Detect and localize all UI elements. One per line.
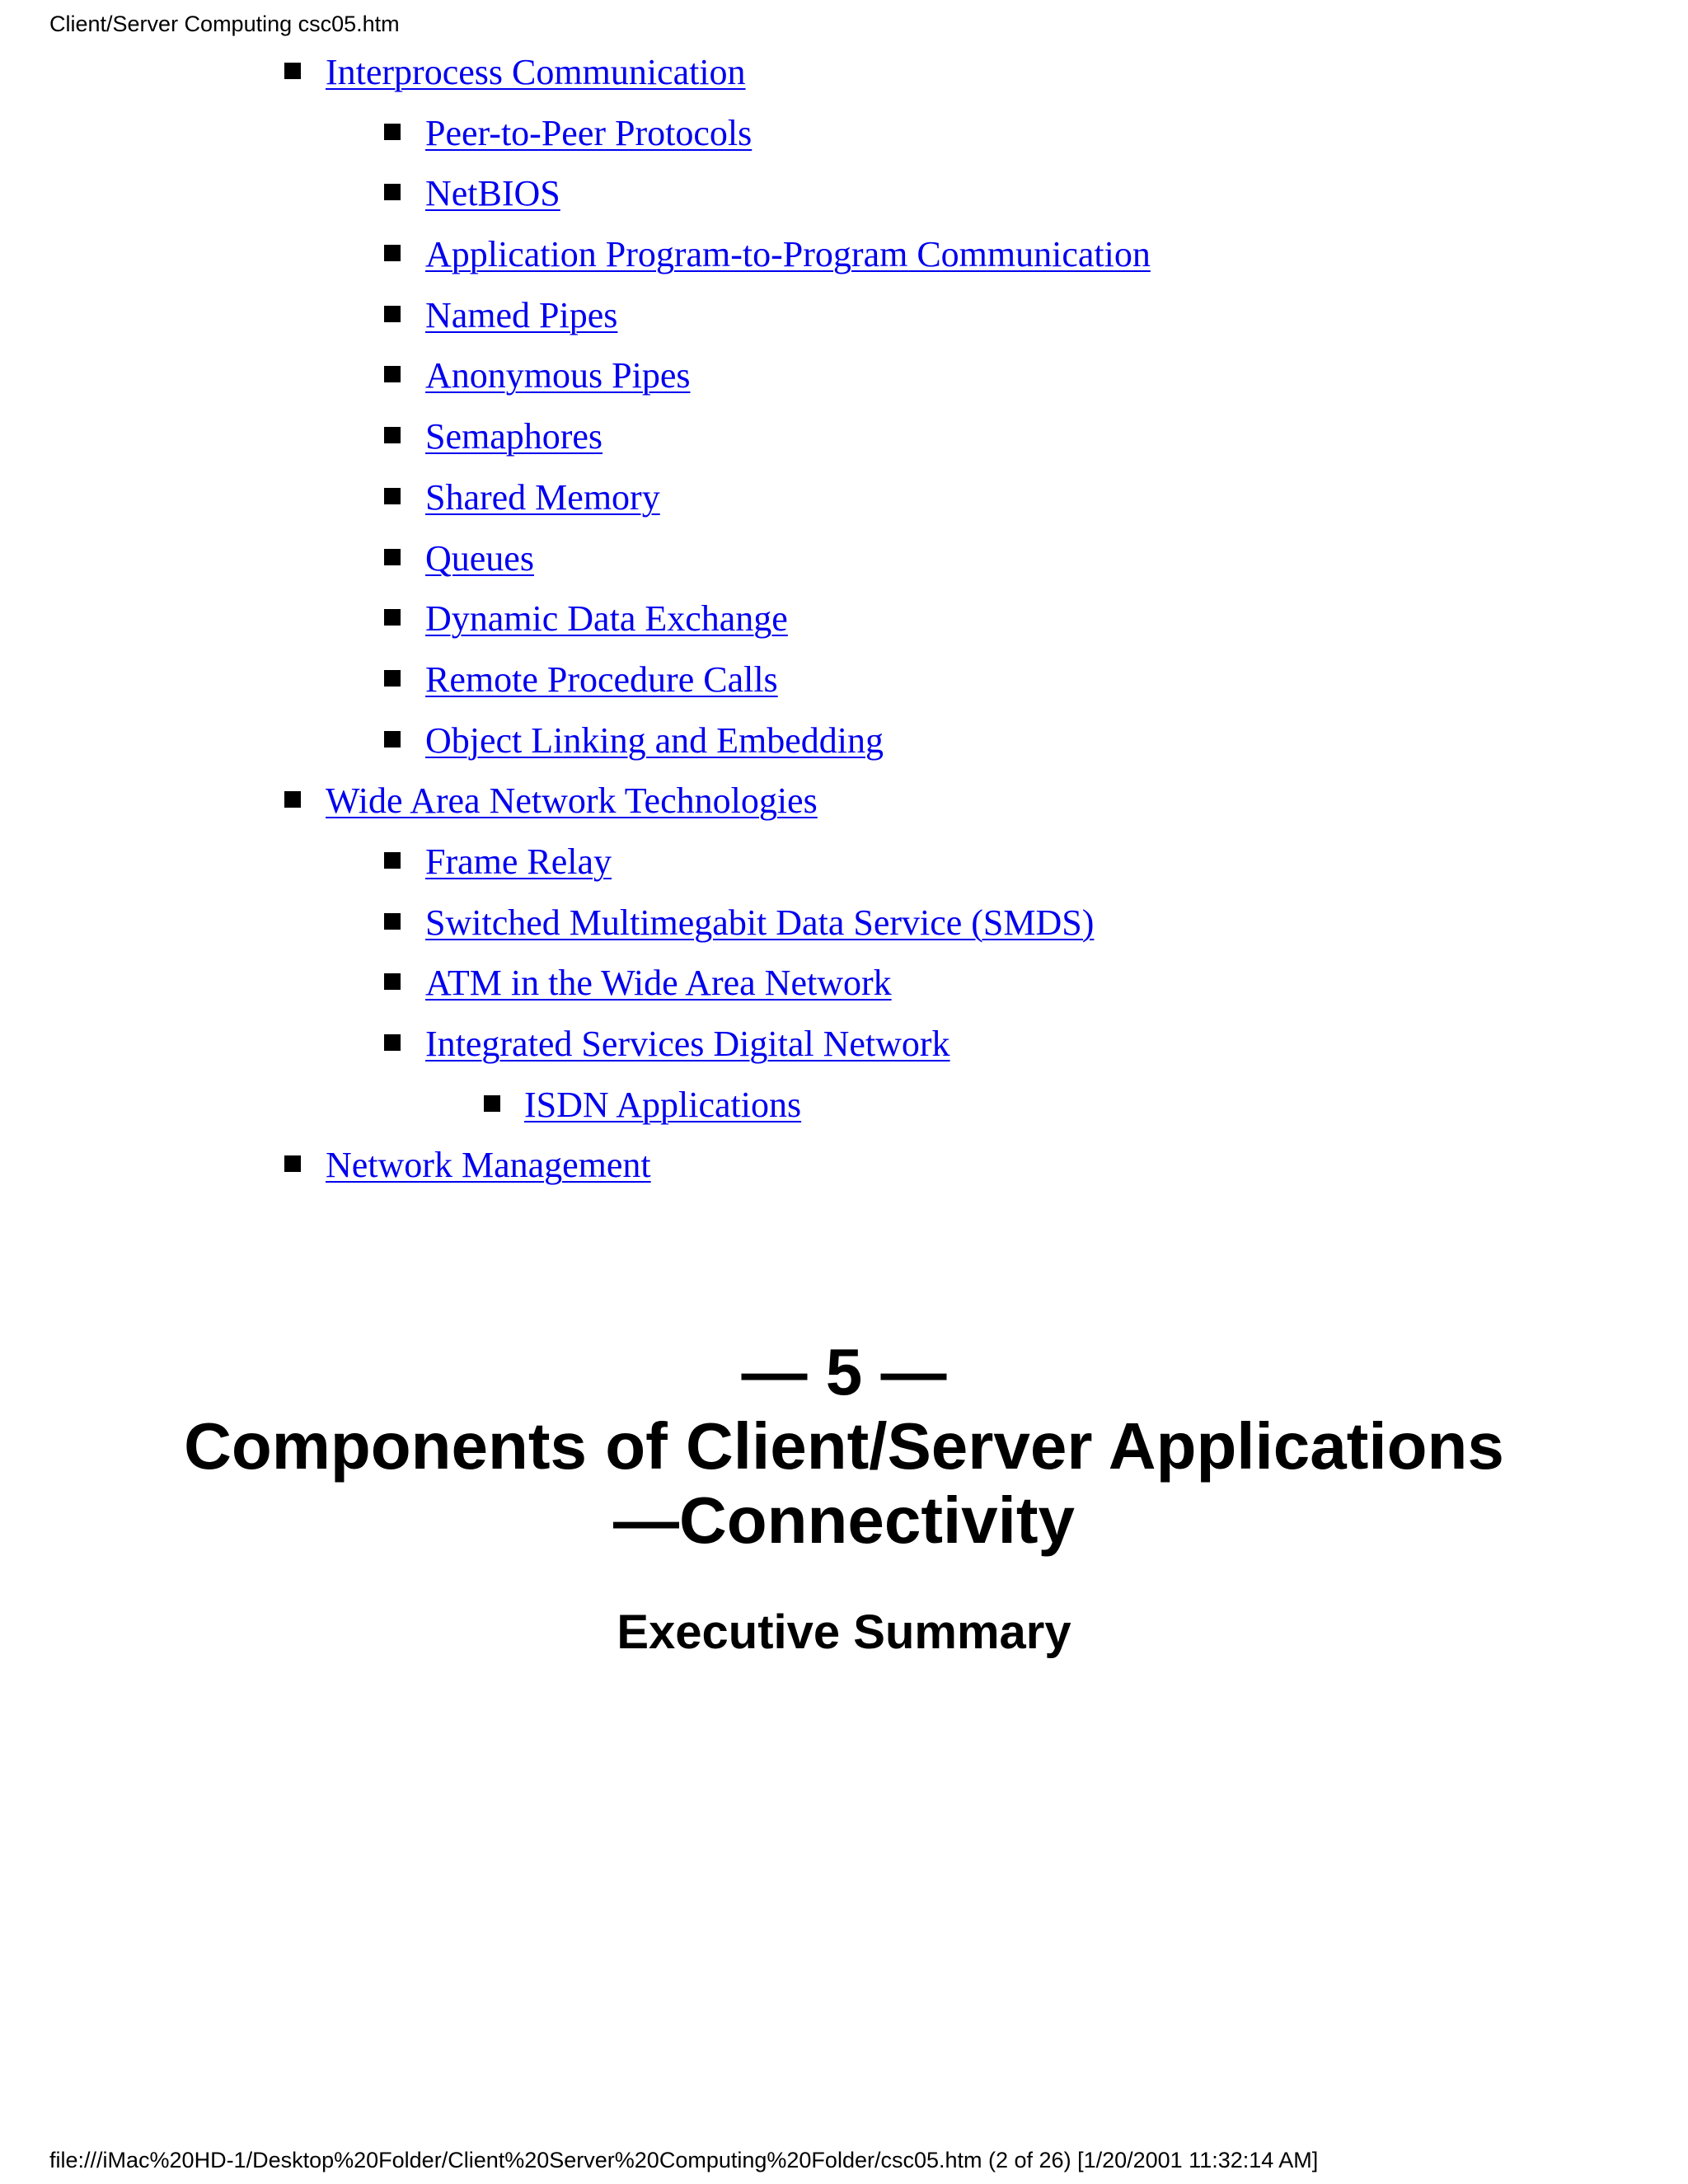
toc-link[interactable]: Shared Memory [425,476,660,518]
toc-item [0,537,1688,598]
toc-item [0,233,1688,294]
toc-item [0,902,1688,963]
toc-item [0,841,1688,902]
chapter-title-line-2: —Connectivity [612,1483,1076,1557]
square-bullet-icon [384,549,401,565]
toc-link[interactable]: Dynamic Data Exchange [425,598,788,640]
toc-item [0,1023,1688,1084]
square-bullet-icon [384,670,401,687]
toc-item [0,294,1688,355]
square-bullet-icon [284,63,301,79]
toc-link[interactable]: Remote Procedure Calls [425,658,778,700]
square-bullet-icon [384,245,401,261]
chapter-title-line-1: Components of Client/Server Applications [184,1409,1504,1483]
section-title: Executive Summary [617,1605,1071,1659]
square-bullet-icon [384,427,401,443]
toc-link[interactable]: Queues [425,537,534,579]
square-bullet-icon [284,791,301,808]
square-bullet-icon [384,913,401,930]
toc-link[interactable]: Semaphores [425,416,603,457]
toc-link[interactable]: Anonymous Pipes [425,355,691,396]
toc-item [0,962,1688,1023]
toc-link[interactable]: Interprocess Communication [326,52,746,92]
toc-item [0,51,1688,112]
table-of-contents [0,51,1688,1205]
square-bullet-icon [384,973,401,990]
toc-link[interactable]: Frame Relay [425,841,612,882]
toc-item [0,598,1688,658]
toc-link[interactable]: ISDN Applications [524,1084,802,1125]
square-bullet-icon [384,124,401,140]
toc-link[interactable]: ATM in the Wide Area Network [425,963,892,1004]
page-header: Client/Server Computing csc05.htm [49,12,400,36]
toc-item [0,658,1688,719]
square-bullet-icon [384,1034,401,1051]
square-bullet-icon [384,488,401,504]
chapter-number: — 5 — [741,1335,947,1408]
page-footer: file:///iMac%20HD-1/Desktop%20Folder/Client%20Server%20Computing%20Folder/csc05.htm (2 of 26) [1/20/2001 11:32:14 AM] [49,2148,1319,2172]
toc-link[interactable]: Switched Multimegabit Data Service (SMDS) [425,902,1095,943]
square-bullet-icon [384,184,401,200]
square-bullet-icon [384,306,401,322]
toc-link[interactable]: Wide Area Network Technologies [326,780,818,822]
toc-link[interactable]: Application Program-to-Program Communication [425,234,1151,275]
toc-item [0,354,1688,415]
toc-link[interactable]: Integrated Services Digital Network [425,1024,950,1064]
toc-item [0,719,1688,780]
chapter-heading [0,1335,1688,1558]
toc-link[interactable]: Object Linking and Embedding [425,719,884,761]
square-bullet-icon [384,366,401,382]
square-bullet-icon [484,1095,500,1112]
toc-item [0,476,1688,537]
toc-link[interactable]: Named Pipes [425,294,618,335]
square-bullet-icon [284,1155,301,1172]
square-bullet-icon [384,731,401,748]
toc-item [0,1144,1688,1205]
toc-link[interactable]: NetBIOS [425,173,560,214]
toc-item [0,172,1688,233]
square-bullet-icon [384,609,401,626]
toc-link[interactable]: Network Management [326,1145,651,1186]
toc-link[interactable]: Peer-to-Peer Protocols [425,112,753,153]
toc-item [0,780,1688,841]
square-bullet-icon [384,852,401,869]
toc-item [0,112,1688,173]
toc-item [0,415,1688,476]
toc-item [0,1084,1688,1145]
